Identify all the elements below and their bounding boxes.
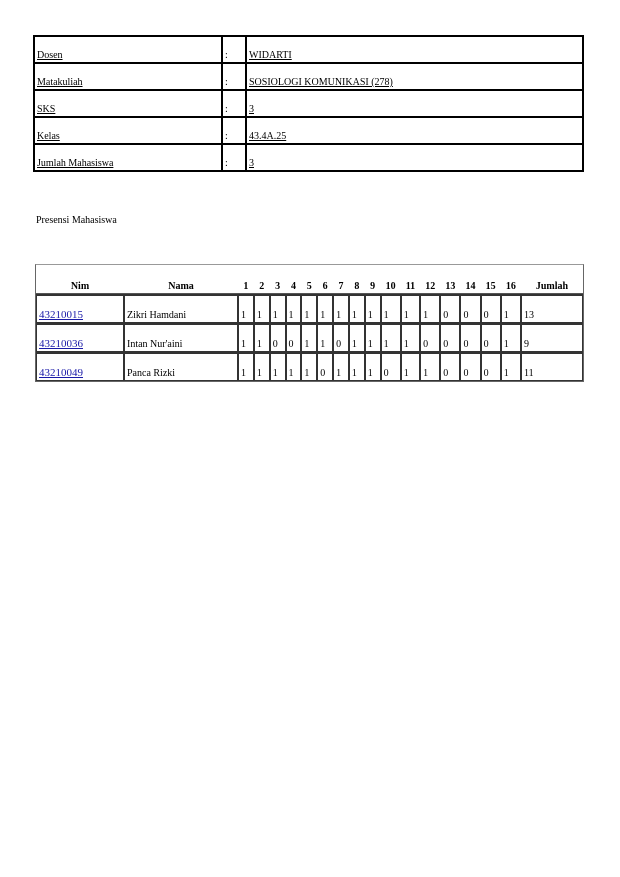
info-label: Matakuliah: [34, 63, 222, 90]
attendance-mark-cell: 0: [381, 352, 401, 381]
attendance-mark-cell: 0: [420, 323, 440, 352]
info-row: [34, 90, 583, 117]
attendance-mark-cell: 1: [238, 323, 254, 352]
column-header: Nama: [124, 265, 238, 294]
attendance-mark-cell: 1: [365, 352, 381, 381]
column-header: 1: [238, 265, 254, 294]
column-header: 5: [301, 265, 317, 294]
attendance-mark-cell: 0: [317, 352, 333, 381]
attendance-mark-cell: 1: [317, 294, 333, 323]
attendance-mark-cell: 1: [301, 294, 317, 323]
info-value: WIDARTI: [246, 36, 583, 63]
info-separator: :: [222, 117, 246, 144]
info-separator: :: [222, 63, 246, 90]
info-row: [34, 63, 583, 90]
nim-cell: [36, 294, 124, 323]
nim-link[interactable]: 43210036: [39, 338, 83, 350]
attendance-mark-cell: 0: [440, 352, 460, 381]
column-header: 4: [286, 265, 302, 294]
attendance-mark-cell: 1: [333, 352, 349, 381]
column-header: 11: [401, 265, 420, 294]
attendance-mark-cell: 1: [301, 352, 317, 381]
attendance-mark-cell: 1: [270, 294, 286, 323]
column-header: Nim: [36, 265, 124, 294]
attendance-mark-cell: 0: [460, 323, 480, 352]
column-header: 6: [317, 265, 333, 294]
info-row: [34, 117, 583, 144]
info-row: [34, 144, 583, 171]
info-label: Jumlah Mahasiswa: [34, 144, 222, 171]
course-info-table: [33, 35, 584, 172]
info-value: 3: [246, 90, 583, 117]
presensi-title: Presensi Mahasiswa: [36, 215, 117, 226]
column-header: 8: [349, 265, 365, 294]
attendance-mark-cell: 1: [349, 323, 365, 352]
attendance-mark-cell: 0: [333, 323, 349, 352]
attendance-mark-cell: 1: [501, 294, 521, 323]
info-value: 3: [246, 144, 583, 171]
attendance-mark-cell: 0: [460, 352, 480, 381]
attendance-mark-cell: 0: [286, 323, 302, 352]
attendance-mark-cell: 0: [270, 323, 286, 352]
attendance-mark-cell: 1: [286, 294, 302, 323]
info-label: SKS: [34, 90, 222, 117]
info-label: Kelas: [34, 117, 222, 144]
jumlah-cell: 9: [521, 323, 583, 352]
attendance-mark-cell: 1: [286, 352, 302, 381]
nama-cell: Zikri Hamdani: [124, 294, 238, 323]
attendance-mark-cell: 0: [440, 294, 460, 323]
attendance-mark-cell: 0: [460, 294, 480, 323]
info-separator: :: [222, 144, 246, 171]
attendance-mark-cell: 0: [481, 294, 501, 323]
attendance-header-row: [36, 265, 583, 294]
attendance-mark-cell: 1: [349, 294, 365, 323]
table-row: [36, 323, 583, 352]
info-separator: :: [222, 90, 246, 117]
column-header: 12: [420, 265, 440, 294]
attendance-mark-cell: 1: [254, 294, 270, 323]
attendance-mark-cell: 1: [501, 352, 521, 381]
jumlah-cell: 11: [521, 352, 583, 381]
nama-cell: Panca Rizki: [124, 352, 238, 381]
attendance-mark-cell: 1: [301, 323, 317, 352]
attendance-mark-cell: 1: [238, 294, 254, 323]
table-row: [36, 294, 583, 323]
column-header: 13: [440, 265, 460, 294]
info-label: Dosen: [34, 36, 222, 63]
attendance-mark-cell: 1: [254, 323, 270, 352]
column-header: 15: [481, 265, 501, 294]
attendance-mark-cell: 1: [401, 352, 420, 381]
attendance-mark-cell: 1: [381, 323, 401, 352]
attendance-mark-cell: 1: [238, 352, 254, 381]
column-header: 10: [381, 265, 401, 294]
attendance-mark-cell: 1: [401, 323, 420, 352]
attendance-table: [35, 264, 584, 382]
attendance-mark-cell: 1: [317, 323, 333, 352]
attendance-mark-cell: 1: [420, 352, 440, 381]
column-header: Jumlah: [521, 265, 583, 294]
attendance-mark-cell: 1: [420, 294, 440, 323]
attendance-mark-cell: 1: [254, 352, 270, 381]
nim-cell: [36, 323, 124, 352]
column-header: 16: [501, 265, 521, 294]
info-separator: :: [222, 36, 246, 63]
attendance-mark-cell: 0: [481, 352, 501, 381]
attendance-mark-cell: 0: [440, 323, 460, 352]
jumlah-cell: 13: [521, 294, 583, 323]
attendance-mark-cell: 1: [365, 294, 381, 323]
nama-cell: Intan Nur'aini: [124, 323, 238, 352]
column-header: 2: [254, 265, 270, 294]
attendance-mark-cell: 1: [401, 294, 420, 323]
nim-link[interactable]: 43210015: [39, 309, 83, 321]
column-header: 3: [270, 265, 286, 294]
table-row: [36, 352, 583, 381]
attendance-mark-cell: 1: [365, 323, 381, 352]
attendance-mark-cell: 1: [333, 294, 349, 323]
attendance-mark-cell: 1: [349, 352, 365, 381]
column-header: 7: [333, 265, 349, 294]
nim-link[interactable]: 43210049: [39, 367, 83, 379]
nim-cell: [36, 352, 124, 381]
attendance-mark-cell: 0: [481, 323, 501, 352]
attendance-mark-cell: 1: [501, 323, 521, 352]
info-value: SOSIOLOGI KOMUNIKASI (278): [246, 63, 583, 90]
column-header: 14: [460, 265, 480, 294]
attendance-mark-cell: 1: [381, 294, 401, 323]
column-header: 9: [365, 265, 381, 294]
attendance-mark-cell: 1: [270, 352, 286, 381]
info-row: [34, 36, 583, 63]
info-value: 43.4A.25: [246, 117, 583, 144]
